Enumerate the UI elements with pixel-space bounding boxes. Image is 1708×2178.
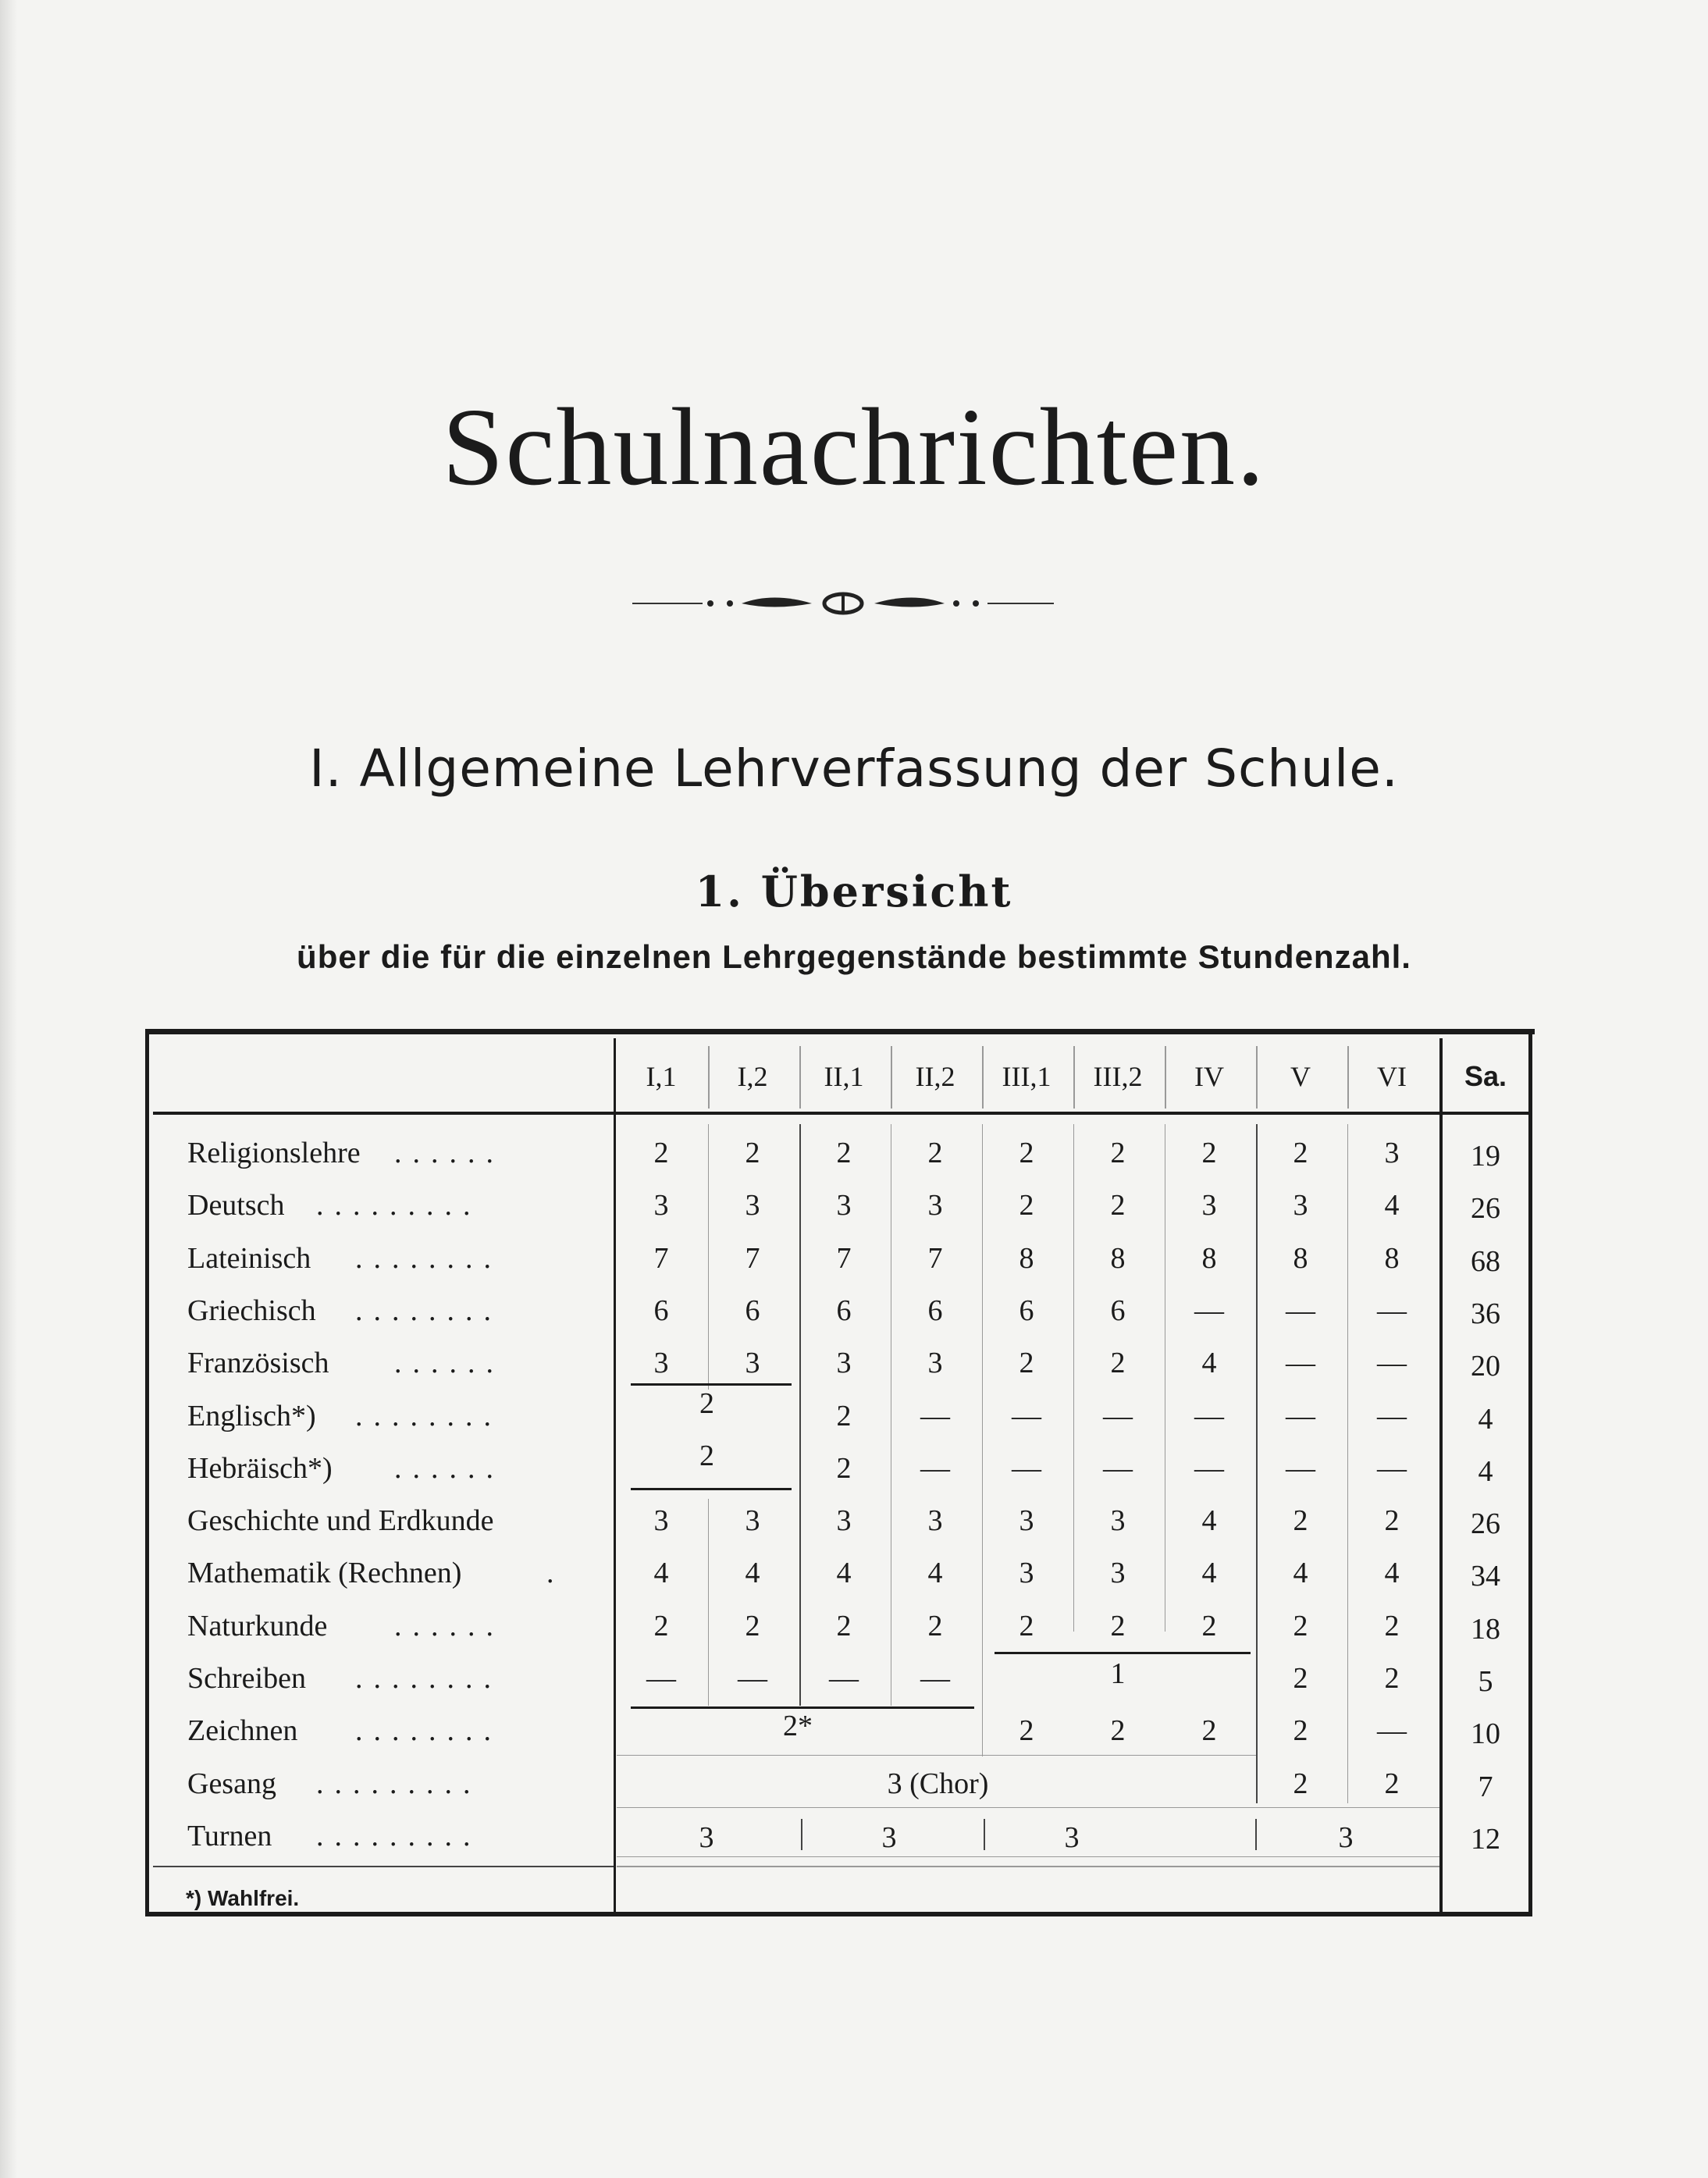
cell: 4 — [1384, 1189, 1400, 1222]
cell: 3 — [927, 1504, 943, 1538]
cell: 4 — [653, 1557, 669, 1590]
cell: 2 — [1384, 1662, 1400, 1695]
cell: — — [1286, 1451, 1315, 1485]
cell: 3 — [1019, 1557, 1034, 1590]
col-header-3-1: III,1 — [1002, 1061, 1051, 1092]
cell: 3 — [653, 1504, 669, 1538]
cell: 4 — [745, 1557, 760, 1590]
cell: 2 — [1384, 1767, 1400, 1800]
cell: 7 — [836, 1241, 852, 1275]
cell: 2 — [1293, 1609, 1308, 1642]
cell: 8 — [1201, 1241, 1217, 1275]
col-header-5: V — [1290, 1061, 1311, 1092]
cell: 2 — [1019, 1189, 1034, 1222]
cell: 6 — [745, 1294, 760, 1327]
leader-dots: ......... — [316, 1819, 482, 1852]
section-heading: I. Allgemeine Lehrverfassung der Schule. — [309, 738, 1399, 799]
cell: 2 — [653, 1609, 669, 1642]
cell: 3 — [745, 1347, 760, 1380]
merged-cell: 1 — [1110, 1657, 1126, 1690]
leader-dots: ........ — [355, 1714, 502, 1748]
cell: 3 — [1293, 1189, 1308, 1222]
cell: 2 — [1110, 1347, 1126, 1380]
cell: — — [1012, 1399, 1041, 1432]
cell: 4 — [1201, 1504, 1217, 1538]
row-label: Geschichte und Erdkunde — [187, 1504, 494, 1538]
col-header-1-1: I,1 — [646, 1061, 677, 1092]
group-cell: 3 — [699, 1820, 714, 1854]
cell: — — [738, 1662, 767, 1695]
leader-dots: ........ — [355, 1662, 502, 1695]
cell: 6 — [653, 1294, 669, 1327]
cell: 3 — [1110, 1557, 1126, 1590]
cell: 6 — [1110, 1294, 1126, 1327]
cell: — — [1194, 1399, 1224, 1432]
cell: — — [1377, 1294, 1407, 1327]
cell: — — [1286, 1399, 1315, 1432]
cell: 2 — [1019, 1609, 1034, 1642]
sum-cell: 5 — [1478, 1665, 1493, 1698]
cell: — — [1377, 1347, 1407, 1380]
cell: 2 — [836, 1451, 852, 1485]
cell: 6 — [836, 1294, 852, 1327]
cell: 2 — [1384, 1504, 1400, 1538]
cell: 3 — [927, 1347, 943, 1380]
cell: — — [1286, 1294, 1315, 1327]
cell: — — [829, 1662, 859, 1695]
col-header-1-2: I,2 — [737, 1061, 768, 1092]
sum-cell: 4 — [1478, 1454, 1493, 1488]
cell: 6 — [927, 1294, 943, 1327]
cell: — — [1286, 1347, 1315, 1380]
cell: 7 — [745, 1241, 760, 1275]
row-label: Lateinisch — [187, 1241, 311, 1275]
cell: 2 — [1110, 1609, 1126, 1642]
cell: — — [1103, 1399, 1133, 1432]
footnote: *) Wahlfrei. — [186, 1886, 300, 1910]
cell: 3 — [836, 1347, 852, 1380]
cell: 3 — [1019, 1504, 1034, 1538]
cell: 2 — [1293, 1662, 1308, 1695]
cell: — — [1377, 1451, 1407, 1485]
merged-cell: 2 — [699, 1386, 714, 1420]
cell: 3 — [653, 1347, 669, 1380]
merged-cell: 3 (Chor) — [887, 1767, 989, 1800]
sum-cell: 4 — [1478, 1402, 1493, 1436]
cell: 2 — [653, 1137, 669, 1169]
cell: 3 — [836, 1189, 852, 1222]
cell: 2 — [1019, 1347, 1034, 1380]
col-header-4: IV — [1194, 1061, 1224, 1092]
cell: 2 — [1110, 1189, 1126, 1222]
sum-cell: 19 — [1471, 1140, 1500, 1173]
sum-cell: 20 — [1471, 1350, 1500, 1383]
cell: 2 — [745, 1609, 760, 1642]
col-header-2-1: II,1 — [824, 1061, 864, 1092]
cell: — — [1194, 1294, 1224, 1327]
row-label: Hebräisch*) — [187, 1451, 333, 1485]
cell: — — [1012, 1451, 1041, 1485]
row-label: Französisch — [187, 1347, 329, 1380]
leader-dots: ...... — [394, 1137, 504, 1169]
cell: 7 — [927, 1241, 943, 1275]
row-label: Turnen — [187, 1819, 272, 1852]
cell: — — [646, 1662, 676, 1695]
cell: 3 — [836, 1504, 852, 1538]
row-label: Mathematik (Rechnen) — [187, 1557, 462, 1590]
cell: 2 — [1201, 1714, 1217, 1748]
cell: 6 — [1019, 1294, 1034, 1327]
cell: 2 — [836, 1399, 852, 1432]
cell: 4 — [1384, 1557, 1400, 1590]
cell: 3 — [653, 1189, 669, 1222]
group-cell: 3 — [1064, 1820, 1080, 1854]
sum-cell: 7 — [1478, 1770, 1493, 1803]
cell: 2 — [1110, 1714, 1126, 1748]
sum-cell: 34 — [1471, 1560, 1500, 1593]
cell: 2 — [1293, 1767, 1308, 1800]
cell: 4 — [836, 1557, 852, 1590]
leader-dots: ...... — [394, 1347, 504, 1380]
cell: 2 — [927, 1137, 943, 1169]
cell: 2 — [836, 1609, 852, 1642]
row-label: Naturkunde — [187, 1609, 328, 1642]
cell: 2 — [745, 1137, 760, 1169]
cell: — — [1377, 1399, 1407, 1432]
cell: 2 — [1110, 1137, 1126, 1169]
sum-cell: 26 — [1471, 1192, 1500, 1226]
subheading: 1. Übersicht — [695, 867, 1013, 916]
group-cell: 3 — [1338, 1820, 1354, 1854]
cell: 3 — [745, 1504, 760, 1538]
leader-dots: ......... — [316, 1189, 482, 1222]
sum-cell: 68 — [1471, 1244, 1500, 1278]
cell: 3 — [745, 1189, 760, 1222]
col-header-sum: Sa. — [1464, 1060, 1507, 1092]
group-cell: 3 — [881, 1820, 897, 1854]
cell: 7 — [653, 1241, 669, 1275]
row-label: Deutsch — [187, 1189, 285, 1222]
subtitle: über die für die einzelnen Lehrgegenstände bestimmte Stundenzahl. — [297, 938, 1411, 975]
cell: — — [920, 1399, 950, 1432]
row-label: Gesang — [187, 1767, 276, 1800]
page-title: Schulnachrichten. — [442, 385, 1266, 508]
cell: 3 — [1201, 1189, 1217, 1222]
row-label: Englisch*) — [187, 1399, 316, 1432]
row-label: Zeichnen — [187, 1714, 298, 1748]
merged-cell: 2 — [699, 1439, 714, 1472]
cell: — — [1377, 1714, 1407, 1748]
row-label: Schreiben — [187, 1662, 306, 1695]
sum-cell: 10 — [1471, 1717, 1500, 1751]
cell: 3 — [1110, 1504, 1126, 1538]
leader-dots: . — [546, 1557, 565, 1590]
sum-cell: 18 — [1471, 1612, 1500, 1646]
cell: 2 — [1384, 1609, 1400, 1642]
row-label: Religionslehre — [187, 1137, 361, 1169]
leader-dots: ........ — [355, 1399, 502, 1432]
leader-dots: ...... — [394, 1451, 504, 1485]
cell: 3 — [1384, 1137, 1400, 1169]
cell: — — [920, 1662, 950, 1695]
sum-cell: 36 — [1471, 1297, 1500, 1330]
col-header-3-2: III,2 — [1093, 1061, 1143, 1092]
cell: 4 — [1293, 1557, 1308, 1590]
sum-cell: 12 — [1471, 1822, 1500, 1856]
leader-dots: ........ — [355, 1241, 502, 1275]
cell: 2 — [1293, 1714, 1308, 1748]
cell: 2 — [1019, 1137, 1034, 1169]
cell: — — [920, 1451, 950, 1485]
cell: 2 — [836, 1137, 852, 1169]
cell: — — [1194, 1451, 1224, 1485]
cell: 2 — [927, 1609, 943, 1642]
col-header-2-2: II,2 — [915, 1061, 955, 1092]
row-label: Griechisch — [187, 1294, 316, 1327]
cell: 2 — [1293, 1504, 1308, 1538]
cell: 8 — [1110, 1241, 1126, 1275]
sum-cell: 26 — [1471, 1507, 1500, 1541]
cell: — — [1103, 1451, 1133, 1485]
leader-dots: ......... — [316, 1767, 482, 1800]
cell: 2 — [1293, 1137, 1308, 1169]
cell: 4 — [1201, 1557, 1217, 1590]
cell: 4 — [1201, 1347, 1217, 1380]
cell: 8 — [1293, 1241, 1308, 1275]
cell: 8 — [1019, 1241, 1034, 1275]
cell: 4 — [927, 1557, 943, 1590]
cell: 2 — [1201, 1137, 1217, 1169]
cell: 3 — [927, 1189, 943, 1222]
cell: 2 — [1019, 1714, 1034, 1748]
cell: 2 — [1201, 1609, 1217, 1642]
leader-dots: ...... — [394, 1609, 504, 1642]
cell: 8 — [1384, 1241, 1400, 1275]
leader-dots: ........ — [355, 1294, 502, 1327]
col-header-6: VI — [1377, 1061, 1407, 1092]
merged-cell: 2* — [783, 1710, 813, 1743]
